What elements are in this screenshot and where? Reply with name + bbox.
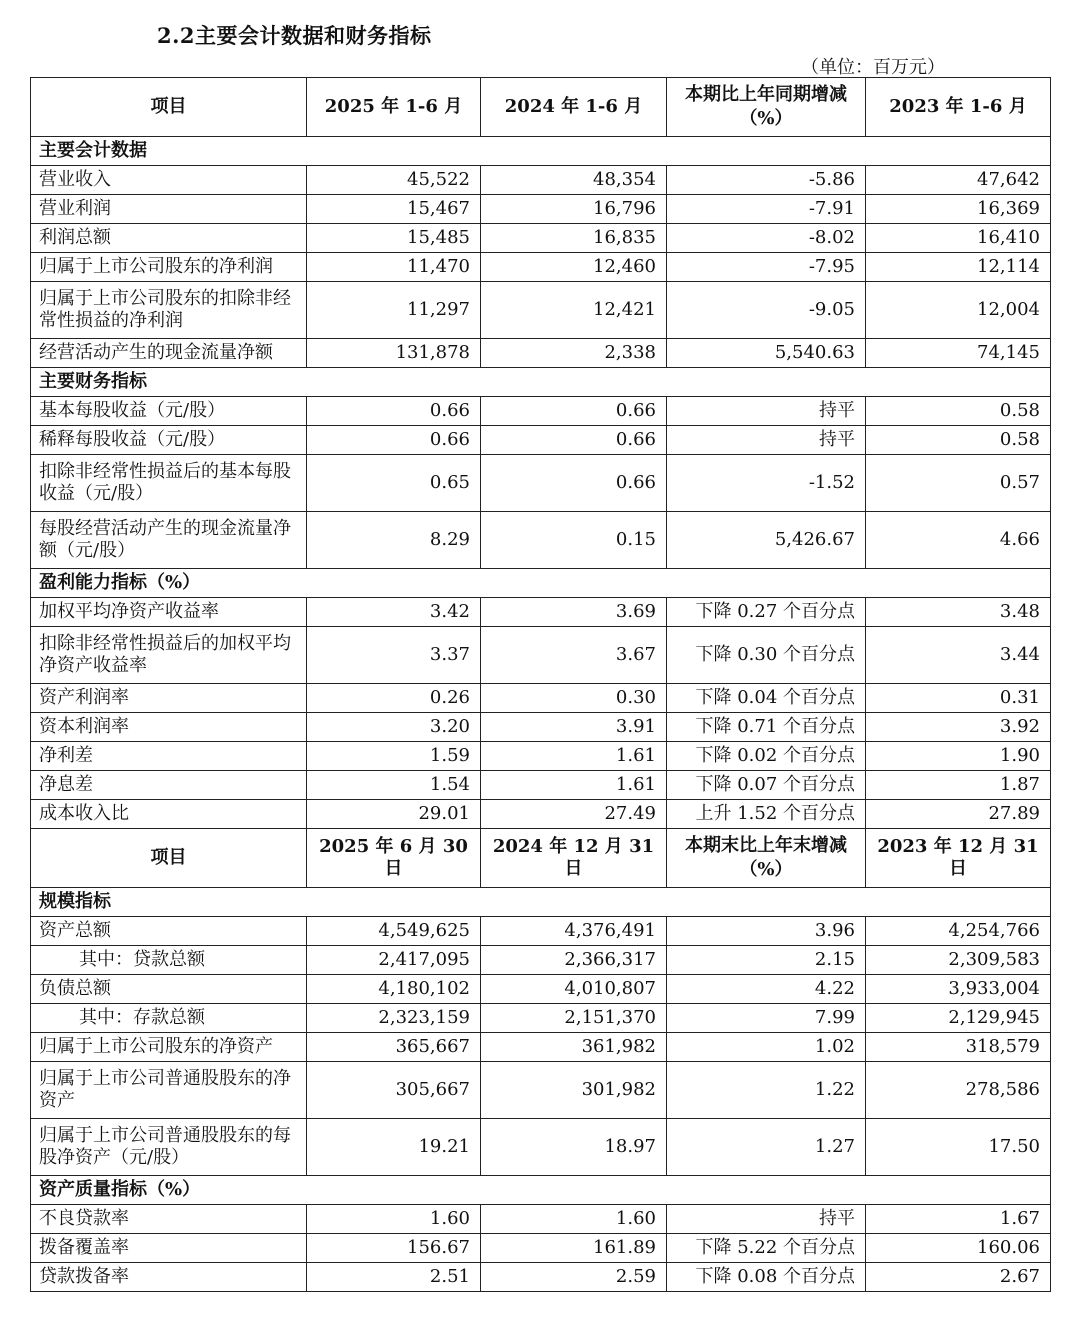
section-heading: 主要会计数据 [31, 137, 1051, 166]
value-cell: 15,485 [307, 224, 481, 253]
value-cell: 0.31 [866, 684, 1051, 713]
value-cell: 17.50 [866, 1119, 1051, 1176]
value-cell: 4,376,491 [481, 917, 667, 946]
row-label: 其中：贷款总额 [31, 946, 307, 975]
value-cell: 27.49 [481, 800, 667, 829]
value-cell: 8.29 [307, 512, 481, 569]
value-cell: 4,010,807 [481, 975, 667, 1004]
table-row [31, 975, 1051, 1004]
value-cell: 361,982 [481, 1033, 667, 1062]
row-label: 归属于上市公司普通股股东的净资产 [31, 1062, 307, 1119]
value-cell: 3.37 [307, 627, 481, 684]
table-row [31, 946, 1051, 975]
value-cell: 15,467 [307, 195, 481, 224]
value-cell: 2,129,945 [866, 1004, 1051, 1033]
value-cell: 上升 1.52 个百分点 [667, 800, 866, 829]
value-cell: 19.21 [307, 1119, 481, 1176]
value-cell: -1.52 [667, 455, 866, 512]
row-label: 成本收入比 [31, 800, 307, 829]
row-label: 每股经营活动产生的现金流量净额（元/股） [31, 512, 307, 569]
unit-note: （单位：百万元） [801, 57, 945, 78]
table-row [31, 426, 1051, 455]
table-row [31, 1205, 1051, 1234]
header-cell: 2023 年 1-6 月 [866, 78, 1051, 137]
value-cell: 5,426.67 [667, 512, 866, 569]
value-cell: 3.69 [481, 598, 667, 627]
value-cell: 持平 [667, 1205, 866, 1234]
header-cell: 2024 年 12 月 31 日 [481, 829, 667, 888]
value-cell: 318,579 [866, 1033, 1051, 1062]
section-heading: 资产质量指标（%） [31, 1176, 1051, 1205]
table-row [31, 713, 1051, 742]
value-cell: 0.66 [481, 426, 667, 455]
value-cell: 0.30 [481, 684, 667, 713]
value-cell: 131,878 [307, 339, 481, 368]
value-cell: 12,114 [866, 253, 1051, 282]
table-row [31, 282, 1051, 339]
row-label: 经营活动产生的现金流量净额 [31, 339, 307, 368]
row-label: 营业利润 [31, 195, 307, 224]
value-cell: 7.99 [667, 1004, 866, 1033]
value-cell: 3.42 [307, 598, 481, 627]
value-cell: 11,470 [307, 253, 481, 282]
value-cell: 3.96 [667, 917, 866, 946]
header-cell: 本期比上年同期增减（%） [667, 78, 866, 137]
value-cell: 4,254,766 [866, 917, 1051, 946]
section-row [31, 569, 1051, 598]
value-cell: -7.91 [667, 195, 866, 224]
value-cell: 持平 [667, 426, 866, 455]
value-cell: 4.22 [667, 975, 866, 1004]
value-cell: 0.58 [866, 426, 1051, 455]
value-cell: 301,982 [481, 1062, 667, 1119]
value-cell: 74,145 [866, 339, 1051, 368]
row-label: 归属于上市公司普通股股东的每股净资产（元/股） [31, 1119, 307, 1176]
table-row [31, 339, 1051, 368]
value-cell: 0.57 [866, 455, 1051, 512]
table-row [31, 598, 1051, 627]
value-cell: 278,586 [866, 1062, 1051, 1119]
value-cell: 下降 0.27 个百分点 [667, 598, 866, 627]
value-cell: 下降 0.02 个百分点 [667, 742, 866, 771]
table-row [31, 397, 1051, 426]
table-row [31, 1234, 1051, 1263]
value-cell: 1.60 [307, 1205, 481, 1234]
value-cell: 1.22 [667, 1062, 866, 1119]
header-cell: 项目 [31, 78, 307, 137]
value-cell: -8.02 [667, 224, 866, 253]
row-label: 拨备覆盖率 [31, 1234, 307, 1263]
table-row [31, 455, 1051, 512]
row-label: 归属于上市公司股东的净利润 [31, 253, 307, 282]
value-cell: 2.59 [481, 1263, 667, 1292]
value-cell: 2,417,095 [307, 946, 481, 975]
value-cell: 18.97 [481, 1119, 667, 1176]
header-cell: 2025 年 6 月 30 日 [307, 829, 481, 888]
value-cell: 1.67 [866, 1205, 1051, 1234]
row-label: 基本每股收益（元/股） [31, 397, 307, 426]
value-cell: 2,366,317 [481, 946, 667, 975]
value-cell: 47,642 [866, 166, 1051, 195]
value-cell: 0.58 [866, 397, 1051, 426]
table-row [31, 771, 1051, 800]
value-cell: 1.87 [866, 771, 1051, 800]
value-cell: 365,667 [307, 1033, 481, 1062]
value-cell: 2,323,159 [307, 1004, 481, 1033]
row-label: 资产总额 [31, 917, 307, 946]
table-row [31, 166, 1051, 195]
value-cell: 1.60 [481, 1205, 667, 1234]
section-heading: 主要财务指标 [31, 368, 1051, 397]
value-cell: 1.27 [667, 1119, 866, 1176]
section-row [31, 137, 1051, 166]
section-heading: 规模指标 [31, 888, 1051, 917]
table-row [31, 1004, 1051, 1033]
table-row [31, 1033, 1051, 1062]
table-row [31, 224, 1051, 253]
row-label: 归属于上市公司股东的净资产 [31, 1033, 307, 1062]
value-cell: 16,796 [481, 195, 667, 224]
value-cell: 1.54 [307, 771, 481, 800]
table-row [31, 1119, 1051, 1176]
value-cell: 0.66 [481, 455, 667, 512]
value-cell: 305,667 [307, 1062, 481, 1119]
row-label: 稀释每股收益（元/股） [31, 426, 307, 455]
value-cell: 0.65 [307, 455, 481, 512]
table-row [31, 1263, 1051, 1292]
table-row [31, 742, 1051, 771]
row-label: 净利差 [31, 742, 307, 771]
value-cell: 1.59 [307, 742, 481, 771]
header-cell: 本期末比上年末增减（%） [667, 829, 866, 888]
value-cell: 3.20 [307, 713, 481, 742]
value-cell: 3.48 [866, 598, 1051, 627]
value-cell: 161.89 [481, 1234, 667, 1263]
header-cell: 2024 年 1-6 月 [481, 78, 667, 137]
row-label: 资产利润率 [31, 684, 307, 713]
value-cell: 0.66 [307, 397, 481, 426]
header-cell: 2023 年 12 月 31 日 [866, 829, 1051, 888]
value-cell: 16,410 [866, 224, 1051, 253]
value-cell: 0.66 [481, 397, 667, 426]
value-cell: 12,421 [481, 282, 667, 339]
row-label: 负债总额 [31, 975, 307, 1004]
row-label: 贷款拨备率 [31, 1263, 307, 1292]
table-row [31, 627, 1051, 684]
value-cell: 3.44 [866, 627, 1051, 684]
value-cell: 0.66 [307, 426, 481, 455]
value-cell: 下降 0.08 个百分点 [667, 1263, 866, 1292]
value-cell: 12,004 [866, 282, 1051, 339]
value-cell: 持平 [667, 397, 866, 426]
value-cell: 48,354 [481, 166, 667, 195]
row-label: 净息差 [31, 771, 307, 800]
value-cell: 4,180,102 [307, 975, 481, 1004]
row-label: 不良贷款率 [31, 1205, 307, 1234]
value-cell: 5,540.63 [667, 339, 866, 368]
row-label: 加权平均净资产收益率 [31, 598, 307, 627]
row-label: 资本利润率 [31, 713, 307, 742]
value-cell: -7.95 [667, 253, 866, 282]
value-cell: 156.67 [307, 1234, 481, 1263]
value-cell: 160.06 [866, 1234, 1051, 1263]
value-cell: 2.15 [667, 946, 866, 975]
section-row [31, 888, 1051, 917]
table-header-row [31, 829, 1051, 888]
value-cell: 27.89 [866, 800, 1051, 829]
section-heading: 盈利能力指标（%） [31, 569, 1051, 598]
value-cell: 2.67 [866, 1263, 1051, 1292]
value-cell: 1.02 [667, 1033, 866, 1062]
value-cell: 45,522 [307, 166, 481, 195]
row-label: 营业收入 [31, 166, 307, 195]
table-row [31, 800, 1051, 829]
value-cell: 29.01 [307, 800, 481, 829]
header-cell: 2025 年 1-6 月 [307, 78, 481, 137]
value-cell: 2.51 [307, 1263, 481, 1292]
table-row [31, 195, 1051, 224]
value-cell: 16,369 [866, 195, 1051, 224]
section-row [31, 1176, 1051, 1205]
value-cell: 3.67 [481, 627, 667, 684]
value-cell: 16,835 [481, 224, 667, 253]
table-row [31, 253, 1051, 282]
value-cell: 4,549,625 [307, 917, 481, 946]
value-cell: 0.15 [481, 512, 667, 569]
value-cell: 1.61 [481, 771, 667, 800]
value-cell: 0.26 [307, 684, 481, 713]
section-title: 2.2主要会计数据和财务指标 [157, 23, 432, 48]
value-cell: 2,151,370 [481, 1004, 667, 1033]
value-cell: 下降 0.71 个百分点 [667, 713, 866, 742]
table-header-row [31, 78, 1051, 137]
value-cell: 2,338 [481, 339, 667, 368]
table-row [31, 512, 1051, 569]
table-row [31, 684, 1051, 713]
value-cell: 3.91 [481, 713, 667, 742]
row-label: 其中：存款总额 [31, 1004, 307, 1033]
value-cell: -9.05 [667, 282, 866, 339]
value-cell: 4.66 [866, 512, 1051, 569]
value-cell: 1.90 [866, 742, 1051, 771]
value-cell: 下降 5.22 个百分点 [667, 1234, 866, 1263]
header-cell: 项目 [31, 829, 307, 888]
value-cell: 下降 0.04 个百分点 [667, 684, 866, 713]
value-cell: 下降 0.30 个百分点 [667, 627, 866, 684]
value-cell: -5.86 [667, 166, 866, 195]
value-cell: 下降 0.07 个百分点 [667, 771, 866, 800]
row-label: 利润总额 [31, 224, 307, 253]
section-row [31, 368, 1051, 397]
value-cell: 11,297 [307, 282, 481, 339]
financial-table [30, 77, 1051, 1292]
row-label: 扣除非经常性损益后的加权平均净资产收益率 [31, 627, 307, 684]
value-cell: 3,933,004 [866, 975, 1051, 1004]
table-row [31, 1062, 1051, 1119]
value-cell: 12,460 [481, 253, 667, 282]
row-label: 扣除非经常性损益后的基本每股收益（元/股） [31, 455, 307, 512]
value-cell: 1.61 [481, 742, 667, 771]
row-label: 归属于上市公司股东的扣除非经常性损益的净利润 [31, 282, 307, 339]
table-row [31, 917, 1051, 946]
value-cell: 3.92 [866, 713, 1051, 742]
value-cell: 2,309,583 [866, 946, 1051, 975]
